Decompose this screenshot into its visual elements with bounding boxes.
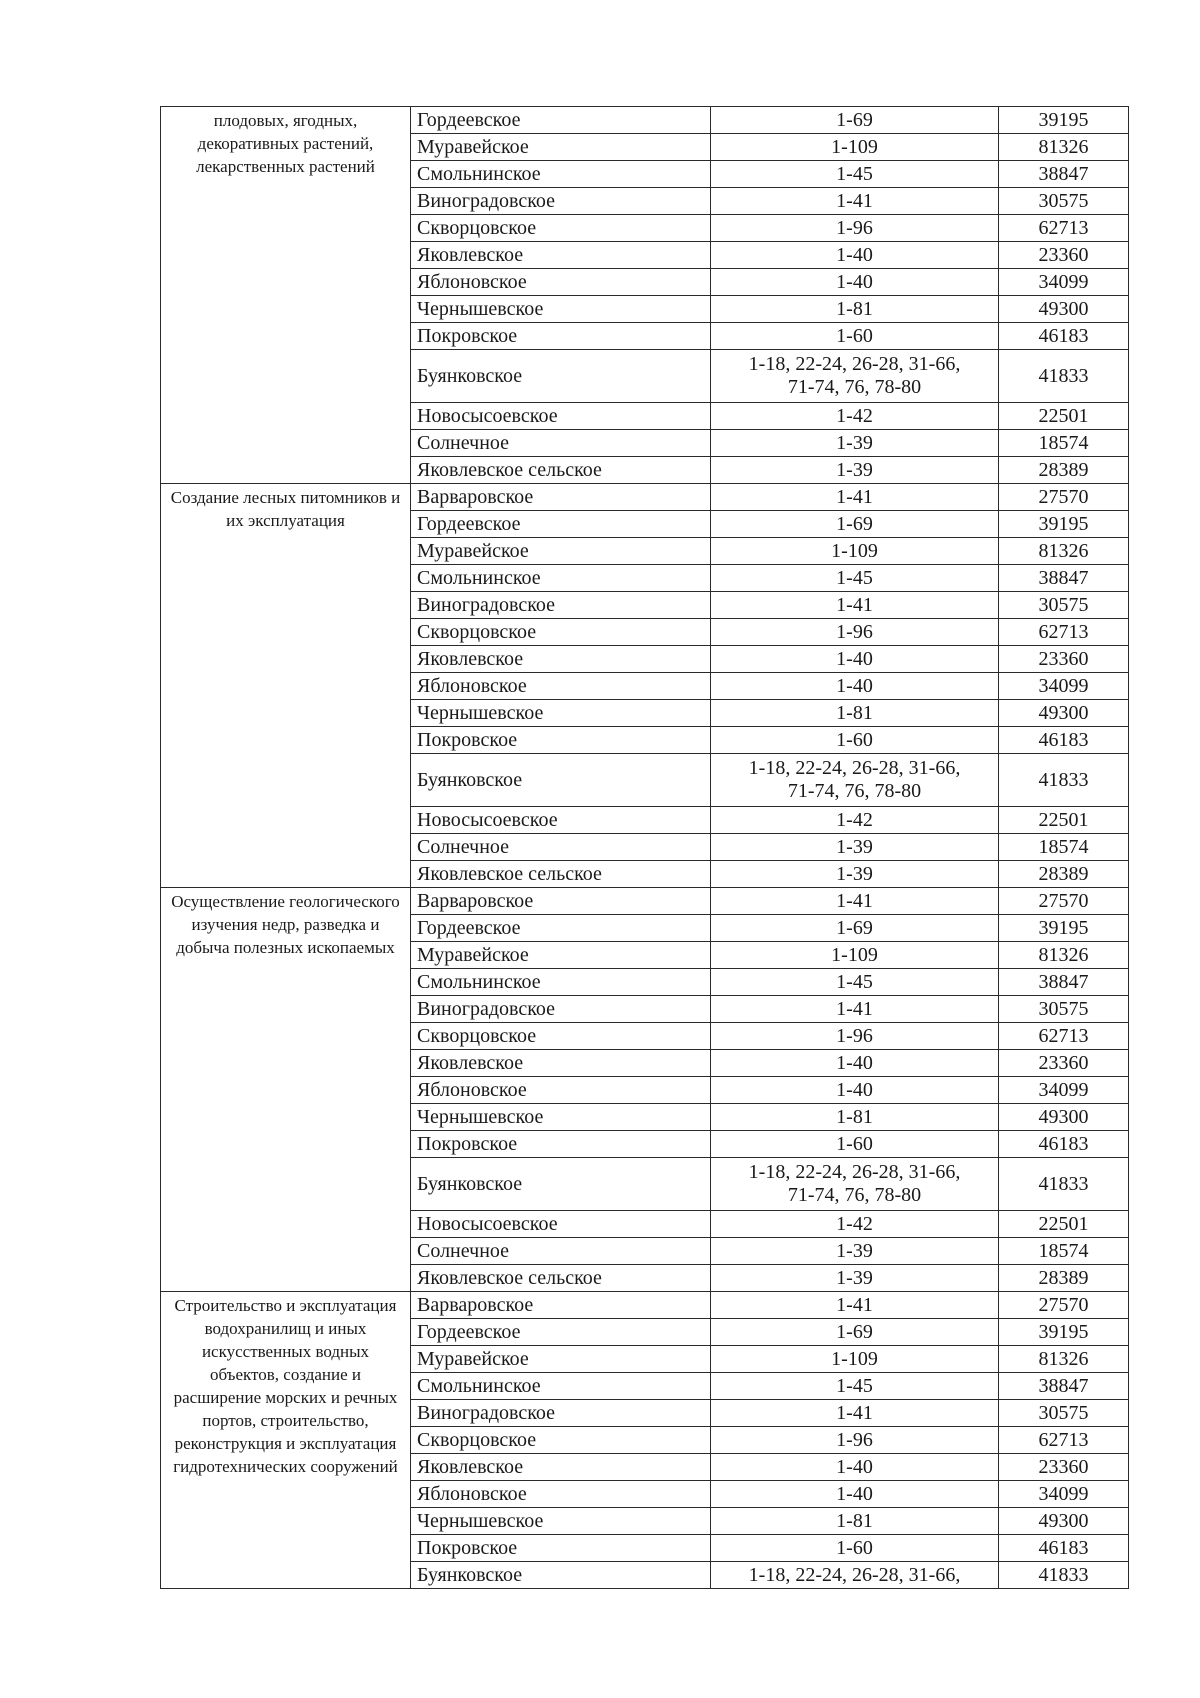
district-forestry-name: Гордеевское (411, 511, 711, 538)
area-hectares: 39195 (999, 107, 1129, 134)
area-hectares: 27570 (999, 1292, 1129, 1319)
district-forestry-name: Гордеевское (411, 1319, 711, 1346)
table-row (161, 107, 1129, 134)
quarter-numbers: 1-39 (836, 458, 873, 481)
district-forestry-name: Яблоновское (411, 1077, 711, 1104)
quarter-numbers: 1-40 (836, 1051, 873, 1074)
quarter-numbers: 1-40 (836, 270, 873, 293)
area-hectares: 49300 (999, 1104, 1129, 1131)
area-hectares: 22501 (999, 807, 1129, 834)
district-forestry-name: Новосысоевское (411, 1211, 711, 1238)
quarter-numbers: 1-18, 22-24, 26-28, 31-66, (748, 757, 961, 779)
quarter-numbers-cell (711, 1131, 999, 1158)
area-hectares: 81326 (999, 1346, 1129, 1373)
quarter-numbers: 71-74, 76, 78-80 (787, 1184, 922, 1206)
quarter-numbers: 1-40 (836, 674, 873, 697)
quarter-numbers: 1-41 (836, 997, 873, 1020)
quarter-numbers-cell (711, 107, 999, 134)
quarter-numbers: 1-81 (836, 701, 873, 724)
quarter-numbers-cell (711, 969, 999, 996)
area-hectares: 34099 (999, 1481, 1129, 1508)
quarter-numbers-cell (711, 1158, 999, 1211)
district-forestry-name: Виноградовское (411, 996, 711, 1023)
quarter-numbers-cell (711, 350, 999, 403)
quarter-numbers: 1-81 (836, 1105, 873, 1128)
area-hectares: 38847 (999, 565, 1129, 592)
district-forestry-name: Яковлевское сельское (411, 457, 711, 484)
district-forestry-name: Покровское (411, 727, 711, 754)
quarter-numbers: 1-69 (836, 512, 873, 535)
district-forestry-name: Муравейское (411, 538, 711, 565)
district-forestry-name: Яковлевское (411, 1454, 711, 1481)
district-forestry-name: Смольнинское (411, 565, 711, 592)
quarter-numbers: 1-42 (836, 808, 873, 831)
table-row (161, 888, 1129, 915)
area-hectares: 62713 (999, 1023, 1129, 1050)
quarter-numbers: 71-74, 76, 78-80 (787, 780, 922, 802)
area-hectares: 41833 (999, 754, 1129, 807)
quarter-numbers-cell (711, 592, 999, 619)
area-hectares: 81326 (999, 942, 1129, 969)
district-forestry-name: Варваровское (411, 484, 711, 511)
quarter-numbers: 1-45 (836, 1374, 873, 1397)
district-forestry-name: Буянковское (411, 754, 711, 807)
area-hectares: 30575 (999, 1400, 1129, 1427)
area-hectares: 62713 (999, 619, 1129, 646)
district-forestry-name: Яковлевское сельское (411, 861, 711, 888)
district-forestry-name: Яблоновское (411, 269, 711, 296)
quarter-numbers: 1-40 (836, 1482, 873, 1505)
area-hectares: 23360 (999, 646, 1129, 673)
district-forestry-name: Виноградовское (411, 592, 711, 619)
quarter-numbers: 1-45 (836, 162, 873, 185)
quarter-numbers: 1-109 (831, 1347, 878, 1370)
quarter-numbers: 1-39 (836, 431, 873, 454)
quarter-numbers: 1-39 (836, 1266, 873, 1289)
quarter-numbers-cell (711, 323, 999, 350)
district-forestry-name: Буянковское (411, 350, 711, 403)
quarter-numbers-cell (711, 619, 999, 646)
district-forestry-name: Скворцовское (411, 215, 711, 242)
quarter-numbers-cell (711, 511, 999, 538)
quarter-numbers-cell (711, 1023, 999, 1050)
area-hectares: 38847 (999, 1373, 1129, 1400)
area-hectares: 41833 (999, 1562, 1129, 1589)
table-body (161, 107, 1129, 1589)
area-hectares: 34099 (999, 1077, 1129, 1104)
area-hectares: 30575 (999, 592, 1129, 619)
quarter-numbers: 1-41 (836, 189, 873, 212)
district-forestry-name: Варваровское (411, 1292, 711, 1319)
area-hectares: 49300 (999, 700, 1129, 727)
quarter-numbers-cell (711, 700, 999, 727)
quarter-numbers-cell (711, 915, 999, 942)
district-forestry-name: Яблоновское (411, 1481, 711, 1508)
district-forestry-name: Гордеевское (411, 915, 711, 942)
quarter-numbers: 1-41 (836, 889, 873, 912)
quarter-numbers-cell (711, 646, 999, 673)
quarter-numbers: 1-39 (836, 835, 873, 858)
area-hectares: 46183 (999, 323, 1129, 350)
quarter-numbers: 1-81 (836, 297, 873, 320)
quarter-numbers-cell (711, 1400, 999, 1427)
district-forestry-name: Скворцовское (411, 619, 711, 646)
quarter-numbers-cell (711, 1238, 999, 1265)
district-forestry-name: Яковлевское (411, 242, 711, 269)
quarter-numbers: 1-42 (836, 404, 873, 427)
area-hectares: 46183 (999, 1535, 1129, 1562)
district-forestry-name: Смольнинское (411, 161, 711, 188)
quarter-numbers: 1-109 (831, 135, 878, 158)
district-forestry-name: Чернышевское (411, 700, 711, 727)
quarter-numbers: 1-41 (836, 593, 873, 616)
district-forestry-name: Новосысоевское (411, 403, 711, 430)
district-forestry-name: Скворцовское (411, 1023, 711, 1050)
quarter-numbers-cell (711, 1373, 999, 1400)
quarter-numbers-cell (711, 1050, 999, 1077)
quarter-numbers-cell (711, 161, 999, 188)
area-hectares: 22501 (999, 1211, 1129, 1238)
district-forestry-name: Муравейское (411, 1346, 711, 1373)
quarter-numbers: 1-42 (836, 1212, 873, 1235)
quarter-numbers: 1-69 (836, 1320, 873, 1343)
area-hectares: 23360 (999, 1454, 1129, 1481)
quarter-numbers: 1-40 (836, 1078, 873, 1101)
district-forestry-name: Покровское (411, 323, 711, 350)
quarter-numbers: 1-41 (836, 485, 873, 508)
area-hectares: 28389 (999, 1265, 1129, 1292)
quarter-numbers-cell (711, 807, 999, 834)
quarter-numbers-cell (711, 1319, 999, 1346)
district-forestry-name: Солнечное (411, 430, 711, 457)
quarter-numbers-cell (711, 754, 999, 807)
quarter-numbers-cell (711, 484, 999, 511)
quarter-numbers-cell (711, 242, 999, 269)
quarter-numbers: 1-96 (836, 1024, 873, 1047)
quarter-numbers-cell (711, 834, 999, 861)
quarter-numbers: 1-40 (836, 647, 873, 670)
quarter-numbers: 1-18, 22-24, 26-28, 31-66, (748, 1563, 961, 1586)
district-forestry-name: Смольнинское (411, 969, 711, 996)
area-hectares: 38847 (999, 969, 1129, 996)
quarter-numbers: 1-81 (836, 1509, 873, 1532)
quarter-numbers-cell (711, 1077, 999, 1104)
area-hectares: 28389 (999, 457, 1129, 484)
quarter-numbers-cell (711, 269, 999, 296)
area-hectares: 81326 (999, 538, 1129, 565)
quarter-numbers-cell (711, 861, 999, 888)
quarter-numbers-cell (711, 1265, 999, 1292)
district-forestry-name: Яковлевское сельское (411, 1265, 711, 1292)
quarter-numbers: 1-60 (836, 728, 873, 751)
area-hectares: 39195 (999, 915, 1129, 942)
area-hectares: 46183 (999, 727, 1129, 754)
quarter-numbers: 1-69 (836, 916, 873, 939)
quarter-numbers: 1-18, 22-24, 26-28, 31-66, (748, 353, 961, 375)
area-hectares: 34099 (999, 269, 1129, 296)
quarter-numbers-cell (711, 996, 999, 1023)
area-hectares: 30575 (999, 188, 1129, 215)
district-forestry-name: Буянковское (411, 1562, 711, 1589)
quarter-numbers: 1-39 (836, 862, 873, 885)
quarter-numbers-cell (711, 538, 999, 565)
quarter-numbers-cell (711, 215, 999, 242)
quarter-numbers-cell (711, 296, 999, 323)
district-forestry-name: Муравейское (411, 134, 711, 161)
quarter-numbers: 71-74, 76, 78-80 (787, 376, 922, 398)
area-hectares: 39195 (999, 511, 1129, 538)
district-forestry-name: Чернышевское (411, 296, 711, 323)
quarter-numbers: 1-41 (836, 1401, 873, 1424)
quarter-numbers-cell (711, 1535, 999, 1562)
quarter-numbers-cell (711, 727, 999, 754)
area-hectares: 30575 (999, 996, 1129, 1023)
quarter-numbers: 1-109 (831, 943, 878, 966)
area-hectares: 62713 (999, 215, 1129, 242)
quarter-numbers-cell (711, 1427, 999, 1454)
quarter-numbers-cell (711, 565, 999, 592)
area-hectares: 49300 (999, 1508, 1129, 1535)
district-forestry-name: Виноградовское (411, 1400, 711, 1427)
district-forestry-name: Муравейское (411, 942, 711, 969)
quarter-numbers: 1-109 (831, 539, 878, 562)
quarter-numbers-cell (711, 188, 999, 215)
quarter-numbers-cell (711, 1508, 999, 1535)
quarter-numbers: 1-60 (836, 1536, 873, 1559)
quarter-numbers-cell (711, 403, 999, 430)
activity-type-cell: Строительство и эксплуатация водохранилищ и иных искусственных водных объектов, создание и расширение морских и речных портов, строительство, реконструкция и эксплуатация гидротехнических сооружений (161, 1292, 411, 1589)
area-hectares: 39195 (999, 1319, 1129, 1346)
area-hectares: 41833 (999, 1158, 1129, 1211)
district-forestry-name: Виноградовское (411, 188, 711, 215)
quarter-numbers: 1-45 (836, 970, 873, 993)
quarter-numbers: 1-96 (836, 216, 873, 239)
table-row (161, 1292, 1129, 1319)
quarter-numbers: 1-18, 22-24, 26-28, 31-66, (748, 1161, 961, 1183)
quarter-numbers: 1-96 (836, 620, 873, 643)
forestry-allocation-table (160, 106, 1129, 1589)
district-forestry-name: Солнечное (411, 834, 711, 861)
quarter-numbers-cell (711, 942, 999, 969)
district-forestry-name: Буянковское (411, 1158, 711, 1211)
area-hectares: 18574 (999, 834, 1129, 861)
quarter-numbers-cell (711, 1292, 999, 1319)
district-forestry-name: Смольнинское (411, 1373, 711, 1400)
activity-type-cell: Осуществление геологического изучения недр, разведка и добыча полезных ископаемых (161, 888, 411, 1292)
quarter-numbers: 1-45 (836, 566, 873, 589)
district-forestry-name: Яковлевское (411, 1050, 711, 1077)
quarter-numbers-cell (711, 673, 999, 700)
quarter-numbers: 1-60 (836, 324, 873, 347)
quarter-numbers-cell (711, 1104, 999, 1131)
area-hectares: 27570 (999, 888, 1129, 915)
quarter-numbers-cell (711, 888, 999, 915)
quarter-numbers-cell (711, 457, 999, 484)
quarter-numbers-cell (711, 134, 999, 161)
area-hectares: 28389 (999, 861, 1129, 888)
district-forestry-name: Гордеевское (411, 107, 711, 134)
district-forestry-name: Варваровское (411, 888, 711, 915)
document-page (160, 106, 1128, 1589)
area-hectares: 46183 (999, 1131, 1129, 1158)
activity-type-cell: плодовых, ягодных, декоративных растений, лекарственных растений (161, 107, 411, 484)
quarter-numbers-cell (711, 430, 999, 457)
district-forestry-name: Скворцовское (411, 1427, 711, 1454)
area-hectares: 23360 (999, 1050, 1129, 1077)
district-forestry-name: Яблоновское (411, 673, 711, 700)
district-forestry-name: Солнечное (411, 1238, 711, 1265)
area-hectares: 81326 (999, 134, 1129, 161)
area-hectares: 34099 (999, 673, 1129, 700)
area-hectares: 18574 (999, 1238, 1129, 1265)
quarter-numbers-cell (711, 1454, 999, 1481)
quarter-numbers: 1-41 (836, 1293, 873, 1316)
quarter-numbers-cell (711, 1562, 999, 1589)
quarter-numbers: 1-69 (836, 108, 873, 131)
quarter-numbers: 1-39 (836, 1239, 873, 1262)
district-forestry-name: Чернышевское (411, 1508, 711, 1535)
area-hectares: 23360 (999, 242, 1129, 269)
quarter-numbers-cell (711, 1211, 999, 1238)
area-hectares: 41833 (999, 350, 1129, 403)
district-forestry-name: Новосысоевское (411, 807, 711, 834)
area-hectares: 49300 (999, 296, 1129, 323)
quarter-numbers: 1-96 (836, 1428, 873, 1451)
district-forestry-name: Покровское (411, 1535, 711, 1562)
quarter-numbers-cell (711, 1481, 999, 1508)
quarter-numbers: 1-60 (836, 1132, 873, 1155)
district-forestry-name: Покровское (411, 1131, 711, 1158)
area-hectares: 62713 (999, 1427, 1129, 1454)
quarter-numbers: 1-40 (836, 243, 873, 266)
area-hectares: 18574 (999, 430, 1129, 457)
quarter-numbers-cell (711, 1346, 999, 1373)
quarter-numbers: 1-40 (836, 1455, 873, 1478)
area-hectares: 38847 (999, 161, 1129, 188)
area-hectares: 22501 (999, 403, 1129, 430)
district-forestry-name: Яковлевское (411, 646, 711, 673)
table-row (161, 484, 1129, 511)
area-hectares: 27570 (999, 484, 1129, 511)
activity-type-cell: Создание лесных питомников и их эксплуатация (161, 484, 411, 888)
district-forestry-name: Чернышевское (411, 1104, 711, 1131)
